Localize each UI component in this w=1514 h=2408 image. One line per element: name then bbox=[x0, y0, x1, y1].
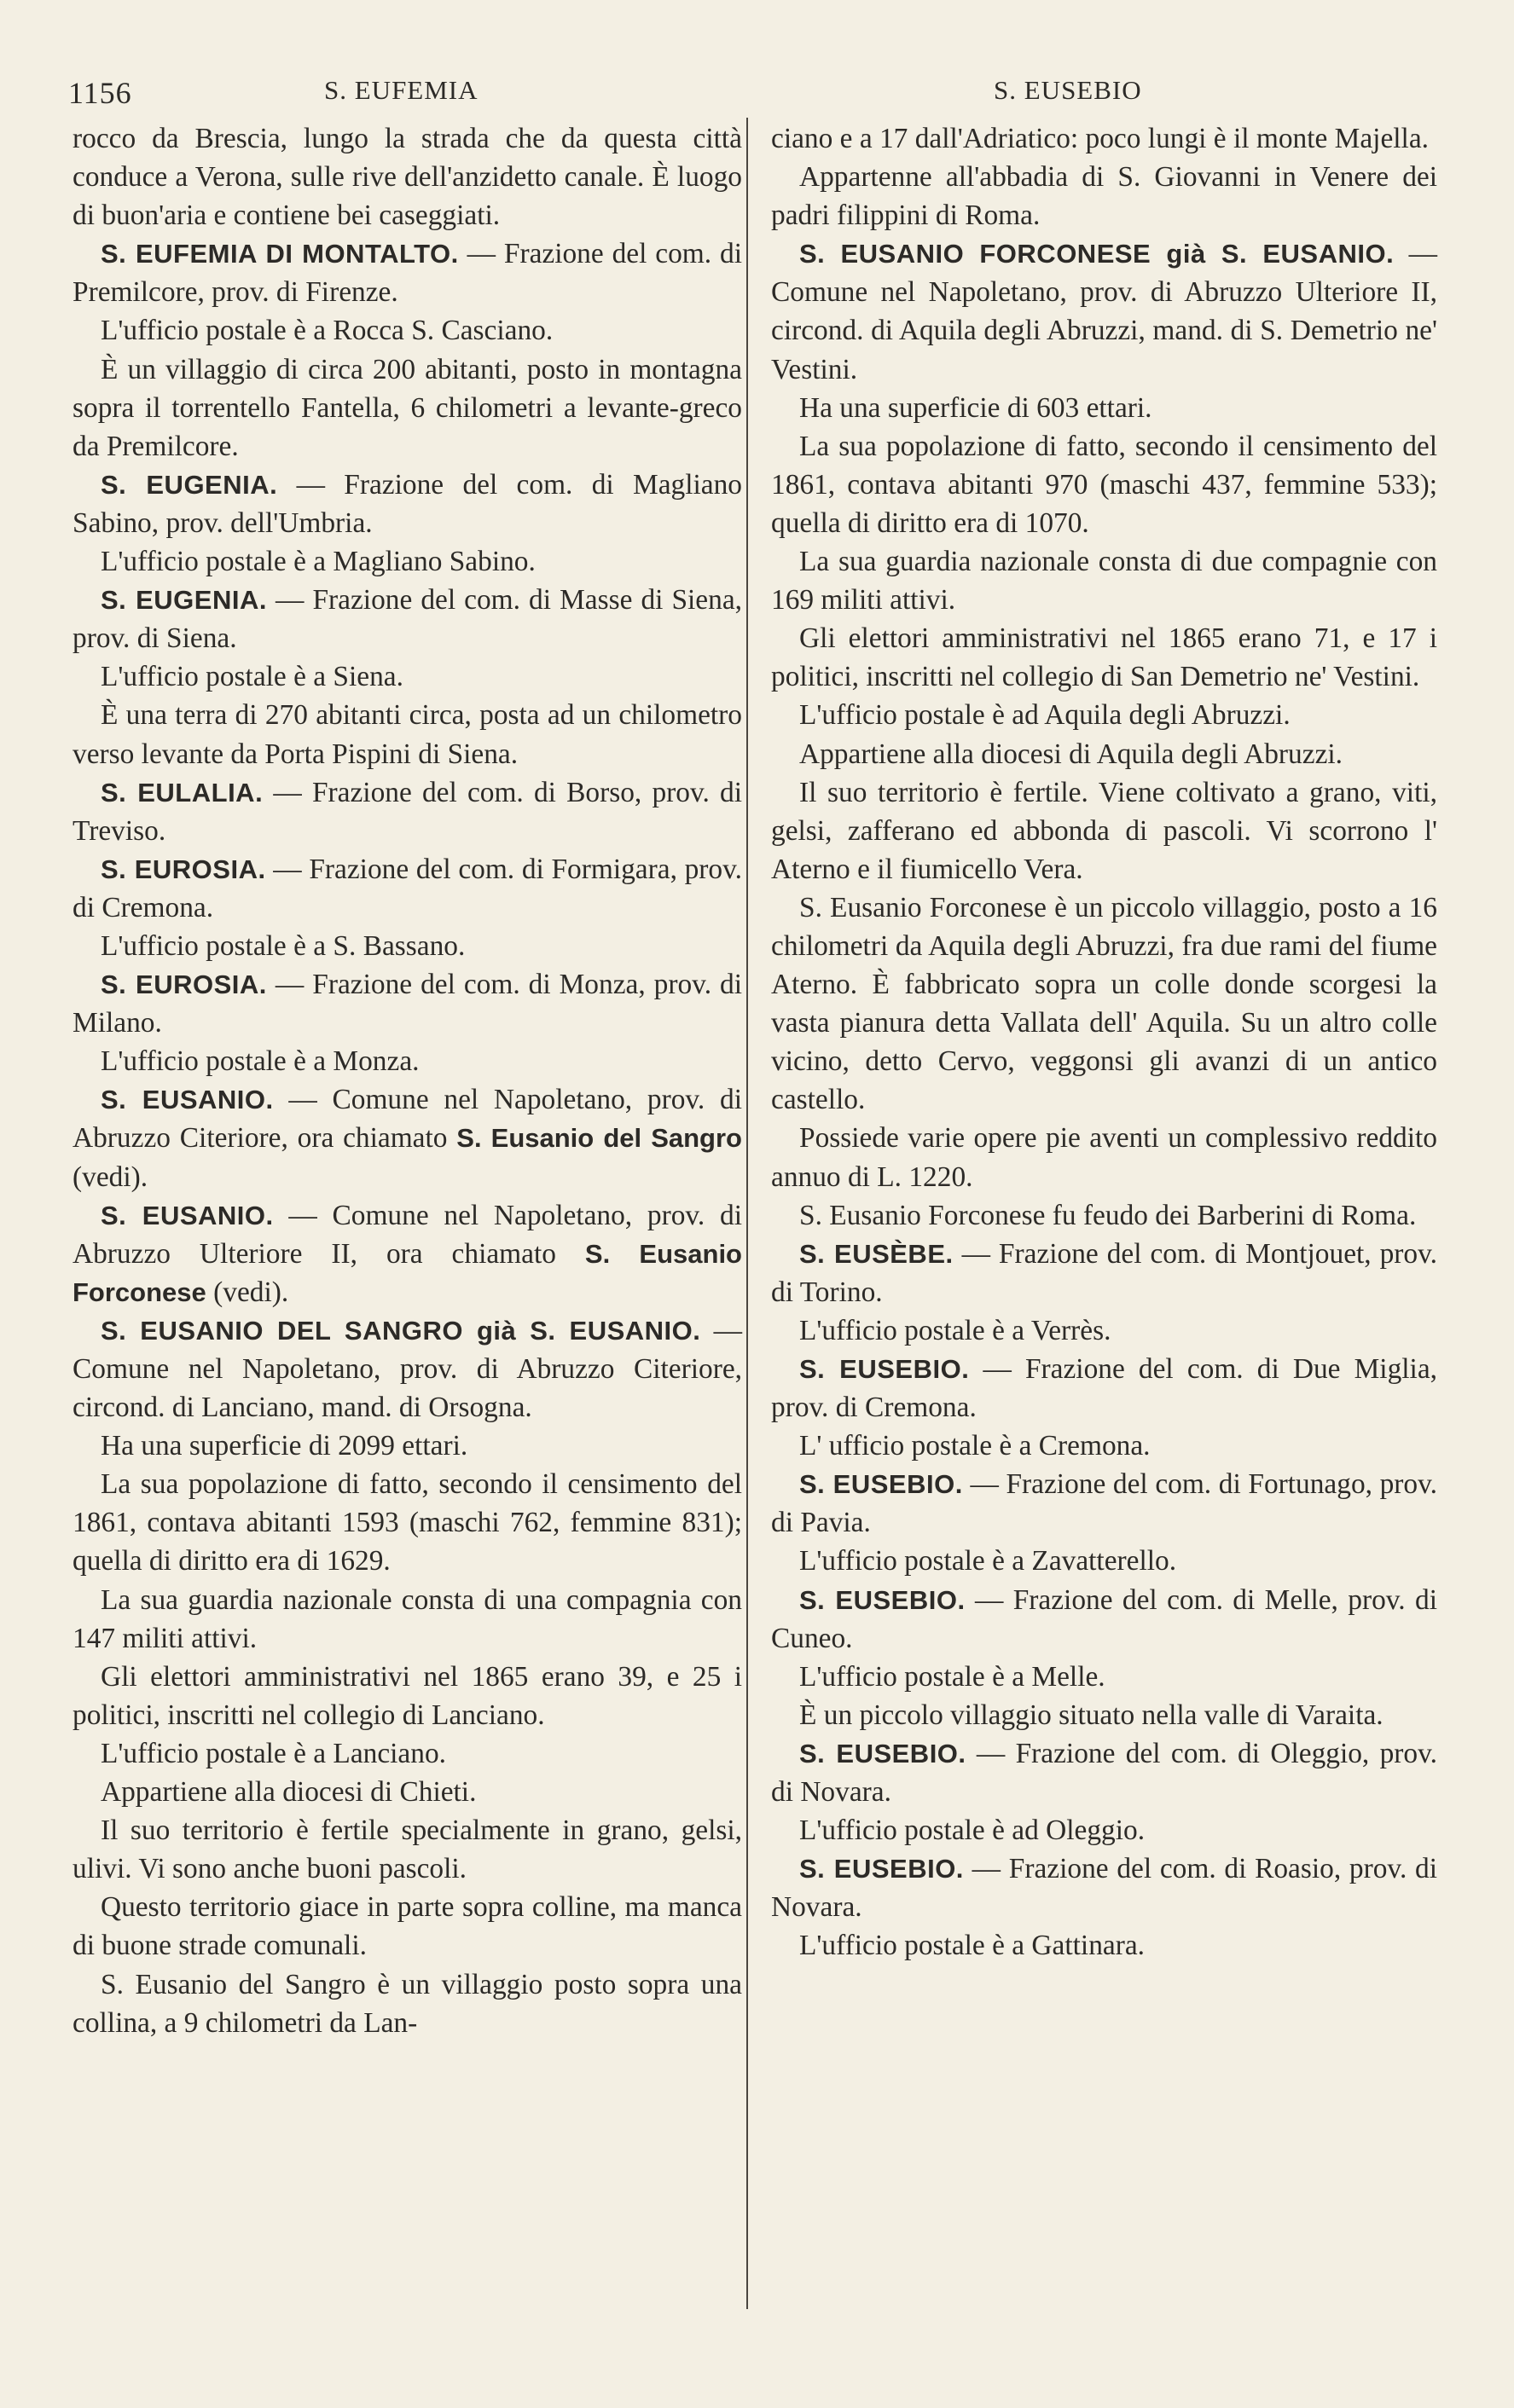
right-column bbox=[771, 119, 1437, 1965]
entry-paragraph bbox=[73, 773, 742, 850]
entry-text: L'ufficio postale è ad Oleggio. bbox=[799, 1815, 1146, 1847]
cross-reference: S. Eusanio del Sangro bbox=[456, 1123, 742, 1154]
entry-heading: S. EUGENIA. bbox=[101, 585, 267, 616]
text-paragraph bbox=[771, 158, 1437, 234]
entry-text: L' ufficio postale è a Cremona. bbox=[799, 1430, 1151, 1462]
text-paragraph bbox=[73, 1042, 742, 1080]
text-paragraph bbox=[73, 311, 742, 350]
text-paragraph bbox=[73, 119, 742, 234]
text-paragraph bbox=[771, 427, 1437, 542]
entry-text: (vedi). bbox=[206, 1276, 289, 1308]
entry-paragraph bbox=[73, 466, 742, 542]
entry-text: Gli elettori amministrativi nel 1865 erano 39, e 25 i politici, inscritti nel collegio di Lanciano. bbox=[73, 1660, 742, 1731]
text-paragraph bbox=[771, 773, 1437, 889]
entry-text: L'ufficio postale è a Melle. bbox=[799, 1660, 1105, 1693]
entry-text: — Frazione del com. di Masse di Siena, prov. di Siena. bbox=[73, 584, 742, 655]
entry-paragraph bbox=[771, 1581, 1437, 1658]
text-paragraph bbox=[771, 1196, 1437, 1235]
entry-heading: S. EUSEBIO. bbox=[799, 1738, 966, 1768]
entry-text: rocco da Brescia, lungo la strada che da questa città conduce a Verona, sulle rive dell'anzidetto canale. È luogo di buon'aria e contiene bei caseggiati. bbox=[73, 123, 742, 232]
text-paragraph bbox=[771, 1926, 1437, 1965]
entry-text: — Frazione del com. di Roasio, prov. di Novara. bbox=[771, 1853, 1437, 1924]
entry-text: — Frazione del com. di Monza, prov. di Milano. bbox=[73, 969, 743, 1039]
entry-text: Ha una superficie di 603 ettari. bbox=[799, 391, 1152, 424]
entry-text: L'ufficio postale è a Lanciano. bbox=[101, 1737, 446, 1769]
entry-paragraph bbox=[73, 234, 742, 311]
entry-text: Gli elettori amministrativi nel 1865 erano 71, e 17 i politici, inscritti nel collegio di San Demetrio ne' Vestini. bbox=[771, 622, 1437, 693]
text-paragraph bbox=[771, 1311, 1437, 1350]
entry-text: L'ufficio postale è ad Aquila degli Abruzzi. bbox=[799, 699, 1291, 732]
entry-text: — Comune nel Napoletano, prov. di Abruzzo Citeriore, circond. di Lanciano, mand. di Orsogna. bbox=[73, 1314, 742, 1424]
entry-text: ciano e a 17 dall'Adriatico: poco lungi è il monte Majella. bbox=[771, 123, 1429, 154]
text-paragraph bbox=[771, 1696, 1437, 1734]
entry-text: La sua guardia nazionale consta di due compagnie con 169 militi attivi. bbox=[771, 546, 1437, 616]
text-paragraph bbox=[771, 619, 1437, 696]
text-paragraph bbox=[771, 1658, 1437, 1696]
entry-text: S. Eusanio Forconese fu feudo dei Barberini di Roma. bbox=[799, 1199, 1417, 1231]
entry-paragraph bbox=[73, 850, 742, 927]
entry-heading: S. EUSANIO FORCONESE già S. EUSANIO. bbox=[799, 239, 1395, 269]
entry-text: S. Eusanio del Sangro è un villaggio posto sopra una collina, a 9 chilometri da Lan- bbox=[73, 1968, 742, 2039]
text-paragraph bbox=[771, 1811, 1437, 1849]
entry-text: (vedi). bbox=[73, 1161, 148, 1193]
text-paragraph bbox=[73, 1734, 742, 1773]
entry-text: È una terra di 270 abitanti circa, posta ad un chilometro verso levante da Porta Pispini di Siena. bbox=[73, 699, 742, 770]
entry-heading: S. EUSANIO DEL SANGRO già S. EUSANIO. bbox=[101, 1315, 701, 1346]
entry-text: Appartenne all'abbadia di S. Giovanni in Venere dei padri filippini di Roma. bbox=[771, 161, 1437, 232]
entry-heading: S. EUSEBIO. bbox=[799, 1469, 963, 1500]
entry-text: — Frazione del com. di Montjouet, prov. di Torino. bbox=[771, 1237, 1437, 1308]
entry-paragraph bbox=[73, 965, 742, 1042]
entry-text: L'ufficio postale è a Siena. bbox=[101, 661, 403, 693]
entry-text: Questo territorio giace in parte sopra colline, ma manca di buone strade comunali. bbox=[73, 1891, 742, 1962]
entry-heading: S. EUSEBIO. bbox=[799, 1854, 964, 1884]
text-paragraph bbox=[73, 350, 742, 466]
entry-paragraph bbox=[73, 581, 742, 657]
page-number: 1156 bbox=[68, 76, 132, 110]
entry-text: Ha una superficie di 2099 ettari. bbox=[101, 1430, 468, 1462]
entry-paragraph bbox=[771, 1849, 1437, 1926]
entry-text: — Frazione del com. di Fortunago, prov. di Pavia. bbox=[771, 1468, 1437, 1539]
left-running-title: S. EUFEMIA bbox=[324, 75, 479, 105]
text-paragraph bbox=[73, 1658, 742, 1734]
text-paragraph bbox=[771, 735, 1437, 773]
entry-text: La sua guardia nazionale consta di una compagnia con 147 militi attivi. bbox=[73, 1583, 742, 1654]
text-paragraph bbox=[771, 1542, 1437, 1580]
text-paragraph bbox=[771, 696, 1437, 734]
text-paragraph bbox=[771, 1427, 1437, 1465]
entry-text: Appartiene alla diocesi di Chieti. bbox=[101, 1776, 477, 1809]
entry-paragraph bbox=[771, 1734, 1437, 1811]
entry-text: Il suo territorio è fertile. Viene coltivato a grano, viti, gelsi, zafferano ed abbonda di pascoli. Vi scorrono l' Aterno e il fiumicello Vera. bbox=[771, 776, 1437, 885]
entry-heading: S. EUSANIO. bbox=[101, 1085, 274, 1115]
entry-paragraph bbox=[73, 1196, 742, 1311]
entry-heading: S. EULALIA. bbox=[101, 777, 264, 807]
entry-text: Il suo territorio è fertile specialmente in grano, gelsi, ulivi. Vi sono anche buoni pascoli. bbox=[73, 1815, 742, 1885]
running-header bbox=[68, 75, 1446, 118]
entry-text: Possiede varie opere pie aventi un complessivo reddito annuo di L. 1220. bbox=[771, 1122, 1437, 1193]
entry-text: L'ufficio postale è a Verrès. bbox=[799, 1314, 1111, 1346]
entry-text: L'ufficio postale è a S. Bassano. bbox=[101, 929, 466, 962]
text-paragraph bbox=[771, 1119, 1437, 1195]
entry-paragraph bbox=[771, 1235, 1437, 1311]
text-paragraph bbox=[771, 119, 1437, 158]
entry-text: L'ufficio postale è a Zavatterello. bbox=[799, 1545, 1177, 1577]
entry-text: — Frazione del com. di Oleggio, prov. di Novara. bbox=[771, 1737, 1437, 1809]
text-paragraph bbox=[73, 1965, 742, 2042]
text-paragraph bbox=[73, 657, 742, 696]
entry-text: — Comune nel Napoletano, prov. di Abruzzo Ulteriore II, circond. di Aquila degli Abruzzi, mand. di S. Demetrio ne' Vestini. bbox=[771, 238, 1437, 385]
text-paragraph bbox=[73, 1773, 742, 1811]
entry-heading: S. EUFEMIA DI MONTALTO. bbox=[101, 239, 459, 269]
entry-text: È un piccolo villaggio situato nella valle di Varaita. bbox=[799, 1699, 1383, 1731]
entry-heading: S. EUSEBIO. bbox=[799, 1354, 970, 1384]
entry-text: La sua popolazione di fatto, secondo il censimento del 1861, contava abitanti 1593 (maschi 762, femmine 831); quella di diritto era di 1629. bbox=[73, 1468, 742, 1577]
text-paragraph bbox=[73, 1427, 742, 1465]
entry-heading: S. EUROSIA. bbox=[101, 970, 267, 1000]
entry-paragraph bbox=[73, 1080, 742, 1195]
entry-text: L'ufficio postale è a Gattinara. bbox=[799, 1930, 1145, 1962]
entry-heading: S. EUSEBIO. bbox=[799, 1584, 966, 1615]
entry-text: — Frazione del com. di Due Miglia, prov. di Cremona. bbox=[771, 1353, 1437, 1424]
entry-paragraph bbox=[771, 234, 1437, 388]
entry-text: Appartiene alla diocesi di Aquila degli Abruzzi. bbox=[799, 738, 1343, 770]
text-paragraph bbox=[771, 542, 1437, 619]
column-divider bbox=[746, 118, 748, 2309]
text-paragraph bbox=[73, 927, 742, 965]
right-running-title: S. EUSEBIO bbox=[994, 75, 1142, 105]
entry-text: — Frazione del com. di Melle, prov. di Cuneo. bbox=[771, 1583, 1437, 1654]
entry-text: — Frazione del com. di Borso, prov. di Treviso. bbox=[73, 776, 742, 847]
entry-text: L'ufficio postale è a Magliano Sabino. bbox=[101, 546, 536, 578]
text-paragraph bbox=[73, 1811, 742, 1888]
entry-heading: S. EUROSIA. bbox=[101, 854, 266, 884]
text-paragraph bbox=[73, 1581, 742, 1658]
entry-paragraph bbox=[73, 1311, 742, 1427]
entry-text: L'ufficio postale è a Rocca S. Casciano. bbox=[101, 315, 554, 347]
entry-text: — Comune nel Napoletano, prov. di Abruzzo Ulteriore II, ora chiamato bbox=[73, 1199, 742, 1270]
text-paragraph bbox=[771, 389, 1437, 427]
text-paragraph bbox=[73, 1888, 742, 1965]
entry-heading: S. EUSANIO. bbox=[101, 1200, 274, 1230]
entry-paragraph bbox=[771, 1465, 1437, 1542]
entry-text: L'ufficio postale è a Monza. bbox=[101, 1045, 420, 1078]
entry-paragraph bbox=[771, 1350, 1437, 1427]
text-paragraph bbox=[771, 889, 1437, 1120]
cross-reference: S. Eusanio Forconese bbox=[73, 1238, 742, 1307]
entry-heading: S. EUGENIA. bbox=[101, 469, 278, 500]
text-paragraph bbox=[73, 542, 742, 581]
entry-text: — Frazione del com. di Formigara, prov. di Cremona. bbox=[73, 853, 742, 923]
entry-text: — Comune nel Napoletano, prov. di Abruzzo Citeriore, ora chiamato bbox=[73, 1084, 742, 1155]
entry-text: La sua popolazione di fatto, secondo il censimento del 1861, contava abitanti 970 (maschi 437, femmine 533); quella di diritto era di 1070. bbox=[771, 430, 1437, 539]
text-paragraph bbox=[73, 1465, 742, 1580]
entry-text: — Frazione del com. di Premilcore, prov. di Firenze. bbox=[73, 238, 742, 309]
entry-text: — Frazione del com. di Magliano Sabino, prov. dell'Umbria. bbox=[73, 468, 742, 539]
left-column bbox=[73, 119, 742, 2042]
entry-text: È un villaggio di circa 200 abitanti, posto in montagna sopra il torrentello Fantella, 6 chilometri a levante-greco da Premilcore. bbox=[73, 353, 742, 462]
entry-heading: S. EUSÈBE. bbox=[799, 1238, 954, 1269]
entry-text: S. Eusanio Forconese è un piccolo villaggio, posto a 16 chilometri da Aquila degli Abruzzi, fra due rami del fiume Aterno. È fabbricato sopra un colle donde scorgesi la vasta pianura detta Vallata dell' Aquila. Su un altro colle vicino, detto Cervo, veggonsi gli avanzi di un antico castello. bbox=[771, 891, 1437, 1116]
text-paragraph bbox=[73, 696, 742, 773]
